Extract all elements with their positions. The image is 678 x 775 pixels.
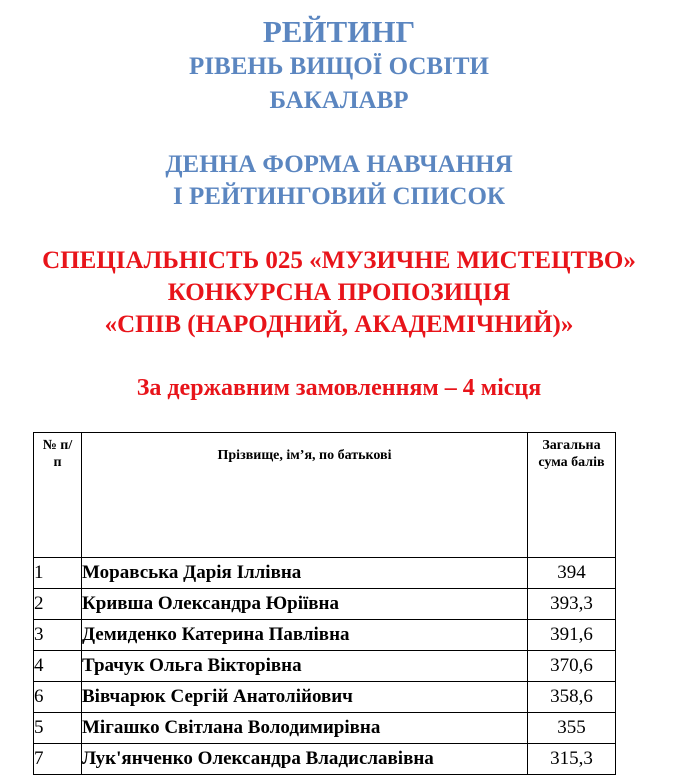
header-name: Прізвище, ім’я, по батькові [82,433,528,558]
row-num: 2 [34,589,82,620]
study-form: ДЕННА ФОРМА НАВЧАННЯ [165,151,513,178]
row-name: Трачук Ольга Вікторівна [82,651,528,682]
competitive-offer-label: КОНКУРСНА ПРОПОЗИЦІЯ [167,279,511,306]
row-num: 1 [34,558,82,589]
degree-level: БАКАЛАВР [269,87,409,114]
row-num: 6 [34,682,82,713]
row-score: 391,6 [528,620,616,651]
row-num: 5 [34,713,82,744]
row-score: 358,6 [528,682,616,713]
row-num: 7 [34,744,82,775]
table-row [34,620,616,651]
row-score: 355 [528,713,616,744]
state-order-note: За державним замовленням – 4 місця [136,375,542,401]
table-row [34,682,616,713]
row-name: Демиденко Катерина Павлівна [82,620,528,651]
row-num: 4 [34,651,82,682]
rating-title: РЕЙТИНГ [262,14,416,49]
header-num: № п/п [34,433,82,558]
specialty: СПЕЦІАЛЬНІСТЬ 025 «МУЗИЧНЕ МИСТЕЦТВО» [42,247,636,274]
row-name: Моравська Дарія Іллівна [82,558,528,589]
row-name: Лук'янченко Олександра Владиславівна [82,744,528,775]
header-score: Загальна сума балів [528,433,616,558]
row-score: 394 [528,558,616,589]
table-row [34,589,616,620]
education-level: РІВЕНЬ ВИЩОЇ ОСВІТИ [189,53,489,80]
table-row [34,558,616,589]
table-row [34,713,616,744]
rating-table [33,432,616,775]
table-row [34,744,616,775]
row-score: 315,3 [528,744,616,775]
row-score: 393,3 [528,589,616,620]
table-header-row [34,433,616,558]
row-score: 370,6 [528,651,616,682]
row-name: Вівчарюк Сергій Анатолійович [82,682,528,713]
table-row [34,651,616,682]
list-number: І РЕЙТИНГОВИЙ СПИСОК [172,183,506,210]
row-name: Мігашко Світлана Володимирівна [82,713,528,744]
row-num: 3 [34,620,82,651]
competitive-offer-name: «СПІВ (НАРОДНИЙ, АКАДЕМІЧНИЙ)» [104,311,574,338]
row-name: Кривша Олександра Юріївна [82,589,528,620]
